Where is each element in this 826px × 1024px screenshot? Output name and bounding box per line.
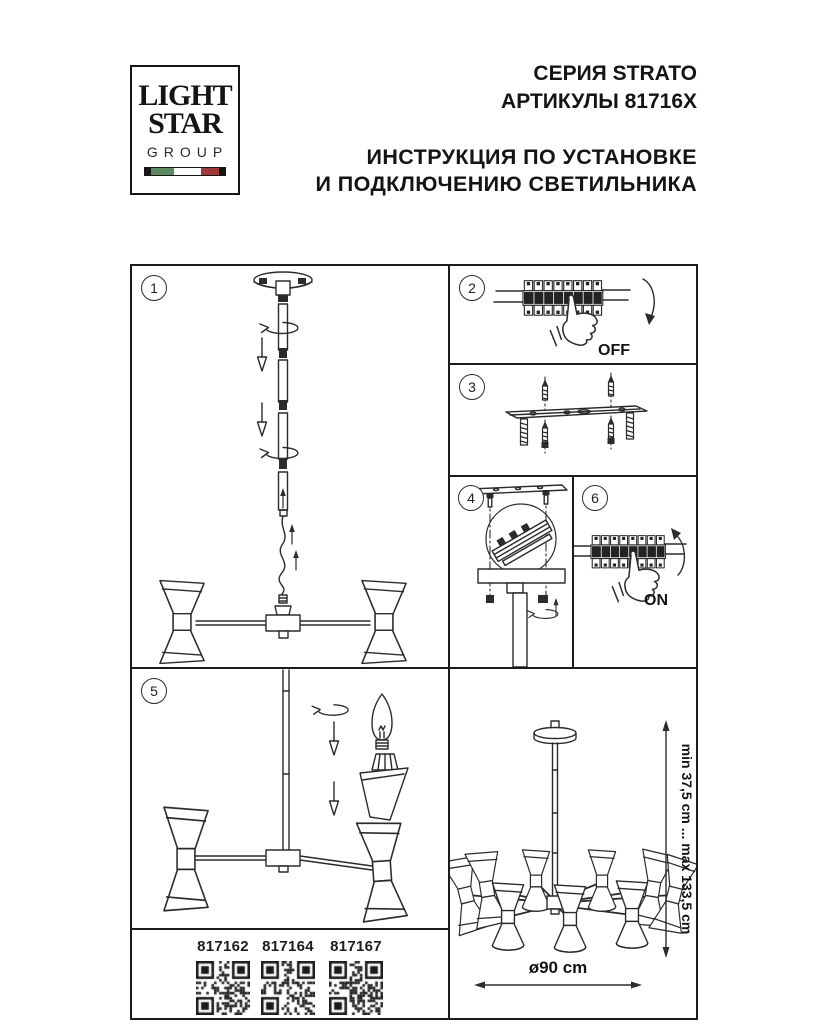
panel-qr-codes: [132, 930, 450, 1018]
articles-title: АРТИКУЛЫ 81716X: [501, 90, 697, 113]
bowtie-shade: [554, 885, 585, 952]
step-number-badge: 1: [141, 275, 167, 301]
lampshade: [360, 768, 408, 820]
diameter-dimension-arrow: [474, 982, 642, 989]
article-qr-block: [195, 938, 251, 1020]
panel-step-1: [132, 266, 450, 669]
article-number: 817164: [262, 938, 314, 955]
logo-word-star: STAR: [148, 107, 222, 140]
instruction-title-2: И ПОДКЛЮЧЕНИЮ СВЕТИЛЬНИКА: [315, 172, 697, 196]
nut: [486, 595, 494, 603]
panel-step-2: [450, 266, 696, 365]
wall-anchor-icon: [521, 419, 528, 445]
rotation-arrow-icon: [528, 610, 558, 619]
screw-icon: [608, 417, 614, 438]
screw-icon: [543, 490, 550, 495]
rod-segments: [279, 304, 288, 516]
diameter-label: ø90 cm: [528, 958, 588, 977]
logo-word-light: LIGHT: [138, 79, 232, 112]
qr-code: [261, 961, 315, 1015]
down-arrow-icon: [258, 338, 267, 371]
step-number-badge: 2: [459, 275, 485, 301]
rod-assembly-diagram: [132, 266, 448, 667]
step-number-badge: 4: [458, 485, 484, 511]
ceiling-canopy: [254, 272, 312, 302]
height-range-label: min 37,5 cm ... max 133,5 cm: [679, 743, 695, 935]
italian-flag-bar: [144, 167, 226, 176]
panel-dimensions: [450, 669, 696, 1018]
rotation-arrow-icon: [312, 705, 348, 715]
screw-icon: [542, 421, 548, 442]
curved-arrow-icon: [643, 279, 654, 319]
article-qr-block: [328, 938, 384, 1020]
circuit-breaker: [591, 536, 665, 568]
article-qr-block: [260, 938, 316, 1020]
step-number-badge: 3: [459, 374, 485, 400]
step-number-badge: 5: [141, 678, 167, 704]
up-arrow-icon: [293, 550, 299, 570]
instruction-title-1: ИНСТРУКЦИЯ ПО УСТАНОВКЕ: [366, 145, 697, 169]
bulb-shade-diagram: [132, 669, 448, 928]
wall-anchor-icon: [627, 413, 634, 439]
panel-step-5: [132, 669, 450, 930]
bowtie-shade: [522, 850, 549, 911]
qr-code: [329, 961, 383, 1015]
nut: [538, 595, 548, 603]
terminal-block: [489, 514, 556, 568]
panel-step-4: [450, 477, 574, 669]
up-arrow-icon: [289, 524, 295, 544]
chandelier-dimensions-diagram: [450, 669, 696, 1018]
power-on-label: ON: [644, 592, 668, 609]
panel-step-6: [574, 477, 696, 669]
bowtie-shade: [362, 581, 406, 664]
panel-step-3: [450, 365, 696, 477]
candle-bulb: [372, 694, 392, 749]
instruction-grid: [130, 264, 698, 1020]
series-title: СЕРИЯ STRATO: [533, 62, 697, 85]
article-number: 817162: [197, 938, 249, 955]
mounting-bar: [506, 406, 647, 418]
bowtie-shade: [588, 850, 615, 911]
ceiling-bracket: [470, 485, 567, 494]
bowtie-shade: [160, 581, 204, 664]
lightstar-logo: [130, 65, 240, 195]
step-number-badge: 6: [582, 485, 608, 511]
bowtie-shade: [164, 807, 208, 911]
logo-word-group: GROUP: [146, 144, 229, 160]
circuit-breaker: [523, 281, 603, 316]
article-number: 817167: [330, 938, 382, 955]
down-arrow-icon: [330, 722, 339, 755]
screw-icon: [542, 379, 548, 400]
socket-ring: [372, 754, 398, 770]
down-arrow-icon: [330, 782, 339, 815]
screw-icon: [487, 493, 494, 498]
power-off-label: OFF: [598, 342, 630, 359]
screw-icon: [608, 375, 614, 396]
bowtie-shade: [357, 820, 408, 922]
mounting-bar-diagram: [450, 365, 696, 475]
stem-rod: [283, 670, 289, 852]
fixture-arms: [195, 850, 372, 872]
power-cable: [279, 516, 287, 603]
qr-code: [196, 961, 250, 1015]
breaker-off-diagram: [450, 266, 696, 363]
down-arrow-icon: [258, 403, 267, 436]
